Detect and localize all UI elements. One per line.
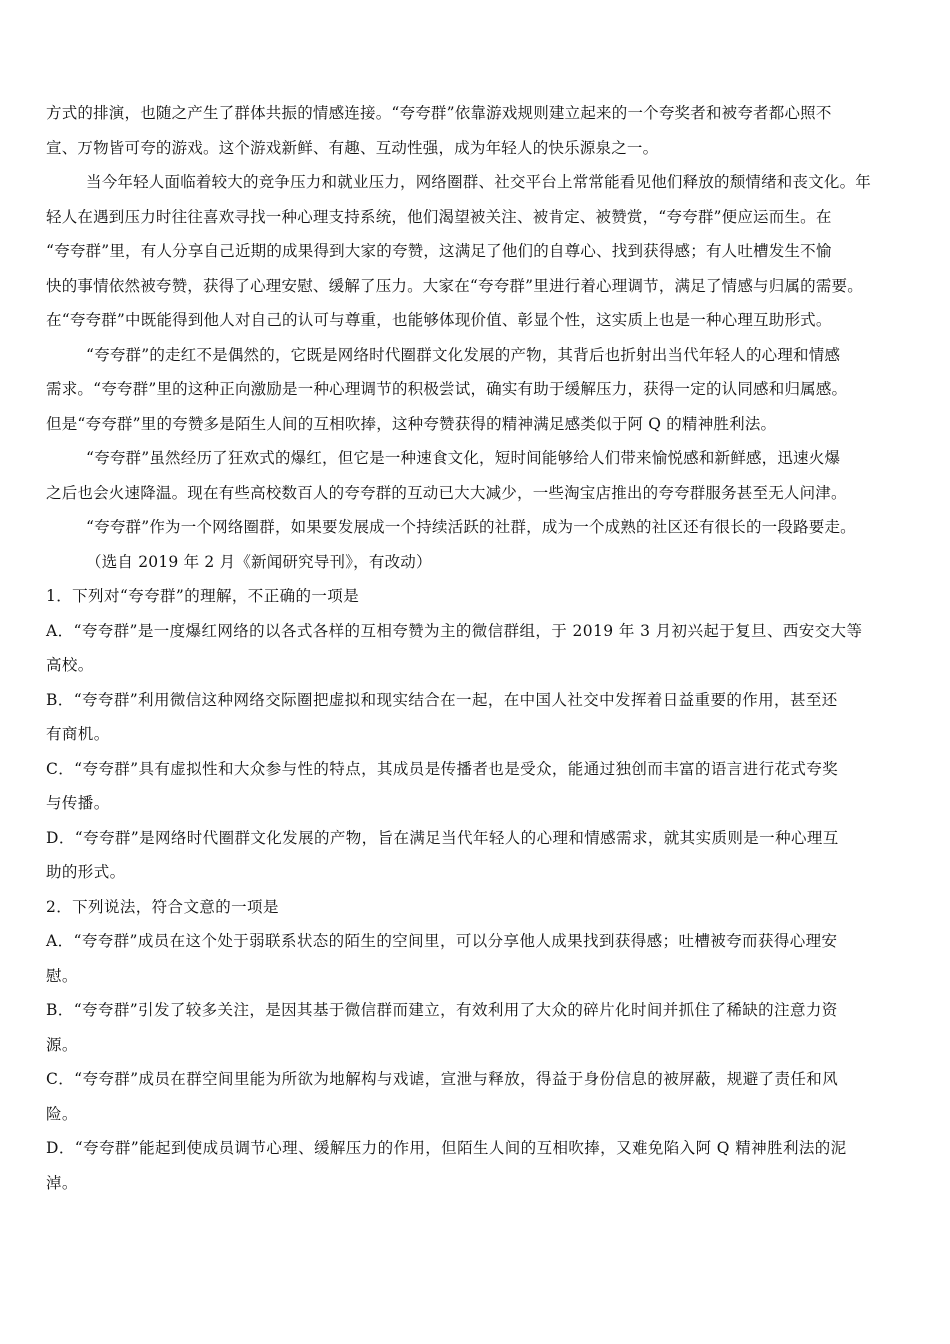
text-line: “夸夸群”虽然经历了狂欢式的爆红，但它是一种速食文化，短时间能够给人们带来愉悦感和新鲜感，迅速火爆 xyxy=(86,449,841,467)
text-line: 轻人在遇到压力时往往喜欢寻找一种心理支持系统，他们渴望被关注、被肯定、被赞赏，“夸夸群”便应运而生。在 xyxy=(46,207,832,226)
option-line: 有商机。 xyxy=(46,725,110,743)
option-line: 与传播。 xyxy=(46,794,110,812)
option-b xyxy=(46,993,904,1062)
option-line: A．“夸夸群”是一度爆红网络的以各式各样的互相夸赞为主的微信群组，于 2019 年 3 月初兴起于复旦、西安交大等 xyxy=(46,621,863,640)
option-line: 源。 xyxy=(46,1035,78,1054)
option-line: 淖。 xyxy=(46,1173,78,1192)
text-line: 快的事情依然被夸赞，获得了心理安慰、缓解了压力。大家在“夸夸群”里进行着心理调节，满足了情感与归属的需要。 xyxy=(46,276,863,295)
passage-paragraph xyxy=(46,510,904,545)
text-line: “夸夸群”作为一个网络圈群，如果要发展成一个持续活跃的社群，成为一个成熟的社区还有很长的一段路要走。 xyxy=(86,518,856,536)
question-stem: 2．下列说法，符合文意的一项是 xyxy=(46,897,279,916)
text-line: 但是“夸夸群”里的夸赞多是陌生人间的互相吹捧，这种夸赞获得的精神满足感类似于阿 Q 的精神胜利法。 xyxy=(46,414,777,433)
exam-page xyxy=(46,96,904,1200)
text-line: 之后也会火速降温。现在有些高校数百人的夸夸群的互动已大大减少，一些淘宝店推出的夸夸群服务甚至无人问津。 xyxy=(46,483,847,502)
option-b xyxy=(46,683,904,752)
option-a xyxy=(46,614,904,683)
option-line: 慰。 xyxy=(46,966,78,985)
text-line: 宣、万物皆可夸的游戏。这个游戏新鲜、有趣、互动性强，成为年轻人的快乐源泉之一。 xyxy=(46,138,659,157)
option-line: D．“夸夸群”是网络时代圈群文化发展的产物，旨在满足当代年轻人的心理和情感需求，就其实质则是一种心理互 xyxy=(46,828,839,847)
text-line: “夸夸群”的走红不是偶然的，它既是网络时代圈群文化发展的产物，其背后也折射出当代年轻人的心理和情感 xyxy=(86,345,841,364)
option-line: D．“夸夸群”能起到使成员调节心理、缓解压力的作用，但陌生人间的互相吹捧，又难免陷入阿 Q 精神胜利法的泥 xyxy=(46,1139,847,1157)
option-line: B．“夸夸群”利用微信这种网络交际圈把虚拟和现实结合在一起，在中国人社交中发挥着日益重要的作用，甚至还 xyxy=(46,690,838,709)
option-c xyxy=(46,752,904,821)
text-line: “夸夸群”里，有人分享自己近期的成果得到大家的夸赞，这满足了他们的自尊心、找到获得感；有人吐槽发生不愉 xyxy=(46,242,832,260)
passage-paragraph xyxy=(46,165,904,338)
option-line: B．“夸夸群”引发了较多关注，是因其基于微信群而建立，有效利用了大众的碎片化时间并抓住了稀缺的注意力资 xyxy=(46,1001,838,1019)
text-line: （选自 2019 年 2 月《新闻研究导刊》，有改动） xyxy=(86,552,432,571)
passage-paragraph xyxy=(46,441,904,510)
passage-paragraph xyxy=(46,96,904,165)
option-line: C．“夸夸群”具有虚拟性和大众参与性的特点，其成员是传播者也是受众，能通过独创而丰富的语言进行花式夸奖 xyxy=(46,759,839,778)
question-1 xyxy=(46,579,904,890)
text-line: 当今年轻人面临着较大的竞争压力和就业压力，网络圈群、社交平台上常常能看见他们释放的颓情绪和丧文化。年 xyxy=(86,173,872,191)
text-line: 在“夸夸群”中既能得到他人对自己的认可与尊重，也能够体现价值、彰显个性，这实质上也是一种心理互助形式。 xyxy=(46,311,832,329)
option-d xyxy=(46,821,904,890)
option-a xyxy=(46,924,904,993)
question-2 xyxy=(46,890,904,1201)
passage-paragraph xyxy=(46,338,904,442)
text-line: 需求。“夸夸群”里的这种正向激励是一种心理调节的积极尝试，确实有助于缓解压力，获得一定的认同感和归属感。 xyxy=(46,380,848,398)
option-line: C．“夸夸群”成员在群空间里能为所欲为地解构与戏谑，宣泄与释放，得益于身份信息的被屏蔽，规避了责任和风 xyxy=(46,1070,839,1088)
option-c xyxy=(46,1062,904,1131)
option-line: 险。 xyxy=(46,1104,78,1123)
source-citation xyxy=(46,545,904,580)
option-line: 助的形式。 xyxy=(46,863,126,881)
option-line: 高校。 xyxy=(46,656,94,674)
text-line: 方式的排演，也随之产生了群体共振的情感连接。“夸夸群”依靠游戏规则建立起来的一个夸奖者和被夸者都心照不 xyxy=(46,104,832,122)
question-stem: 1．下列对“夸夸群”的理解，不正确的一项是 xyxy=(46,587,360,605)
reading-passage xyxy=(46,96,904,579)
option-line: A．“夸夸群”成员在这个处于弱联系状态的陌生的空间里，可以分享他人成果找到获得感；吐槽被夸而获得心理安 xyxy=(46,932,838,950)
option-d xyxy=(46,1131,904,1200)
